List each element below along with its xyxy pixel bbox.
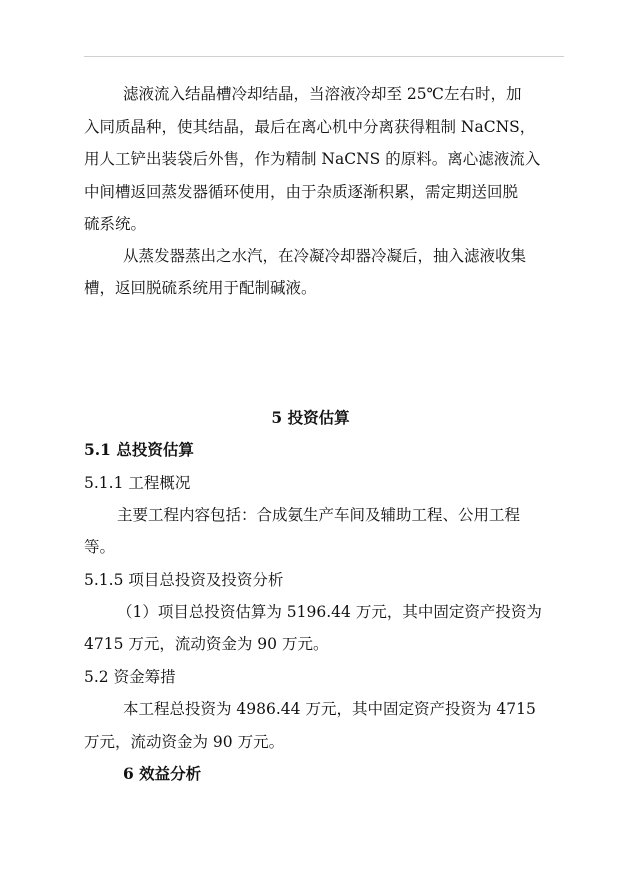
- paragraph-line: （1）项目总投资估算为 5196.44 万元，其中固定资产投资为: [117, 603, 542, 621]
- paragraph-line: 槽，返回脱硫系统用于配制碱液。: [84, 279, 317, 297]
- paragraph-line: 硫系统。: [84, 215, 147, 233]
- paragraph-line: 4715 万元，流动资金为 90 万元。: [84, 635, 329, 653]
- section-5-heading: 5 投资估算: [271, 408, 350, 427]
- paragraph-line: 用人工铲出装袋后外售，作为精制 NaCNS 的原料。离心滤液流入: [84, 150, 541, 168]
- paragraph-line: 滤液流入结晶槽冷却结晶，当溶液冷却至 25℃左右时，加: [123, 85, 522, 103]
- header-rule: [84, 56, 564, 57]
- section-6-heading: 6 效益分析: [123, 764, 202, 783]
- section-5-1-1-heading: 5.1.1 工程概况: [84, 474, 191, 492]
- paragraph-line: 等。: [84, 538, 116, 556]
- paragraph-line: 入同质晶种，使其结晶，最后在离心机中分离获得粗制 NaCNS，: [84, 118, 536, 136]
- paragraph-line: 本工程总投资为 4986.44 万元，其中固定资产投资为 4715: [123, 700, 536, 718]
- paragraph-line: 主要工程内容包括：合成氨生产车间及辅助工程、公用工程: [117, 506, 521, 524]
- paragraph-line: 从蒸发器蒸出之水汽，在冷凝冷却器冷凝后，抽入滤液收集: [123, 247, 527, 265]
- paragraph-line: 中间槽返回蒸发器循环使用，由于杂质逐渐积累，需定期送回脱: [84, 183, 519, 201]
- section-5-2-heading: 5.2 资金筹措: [84, 668, 176, 686]
- section-5-1-5-heading: 5.1.5 项目总投资及投资分析: [84, 571, 284, 589]
- paragraph-line: 万元，流动资金为 90 万元。: [84, 733, 285, 751]
- section-5-1-heading: 5.1 总投资估算: [84, 440, 194, 459]
